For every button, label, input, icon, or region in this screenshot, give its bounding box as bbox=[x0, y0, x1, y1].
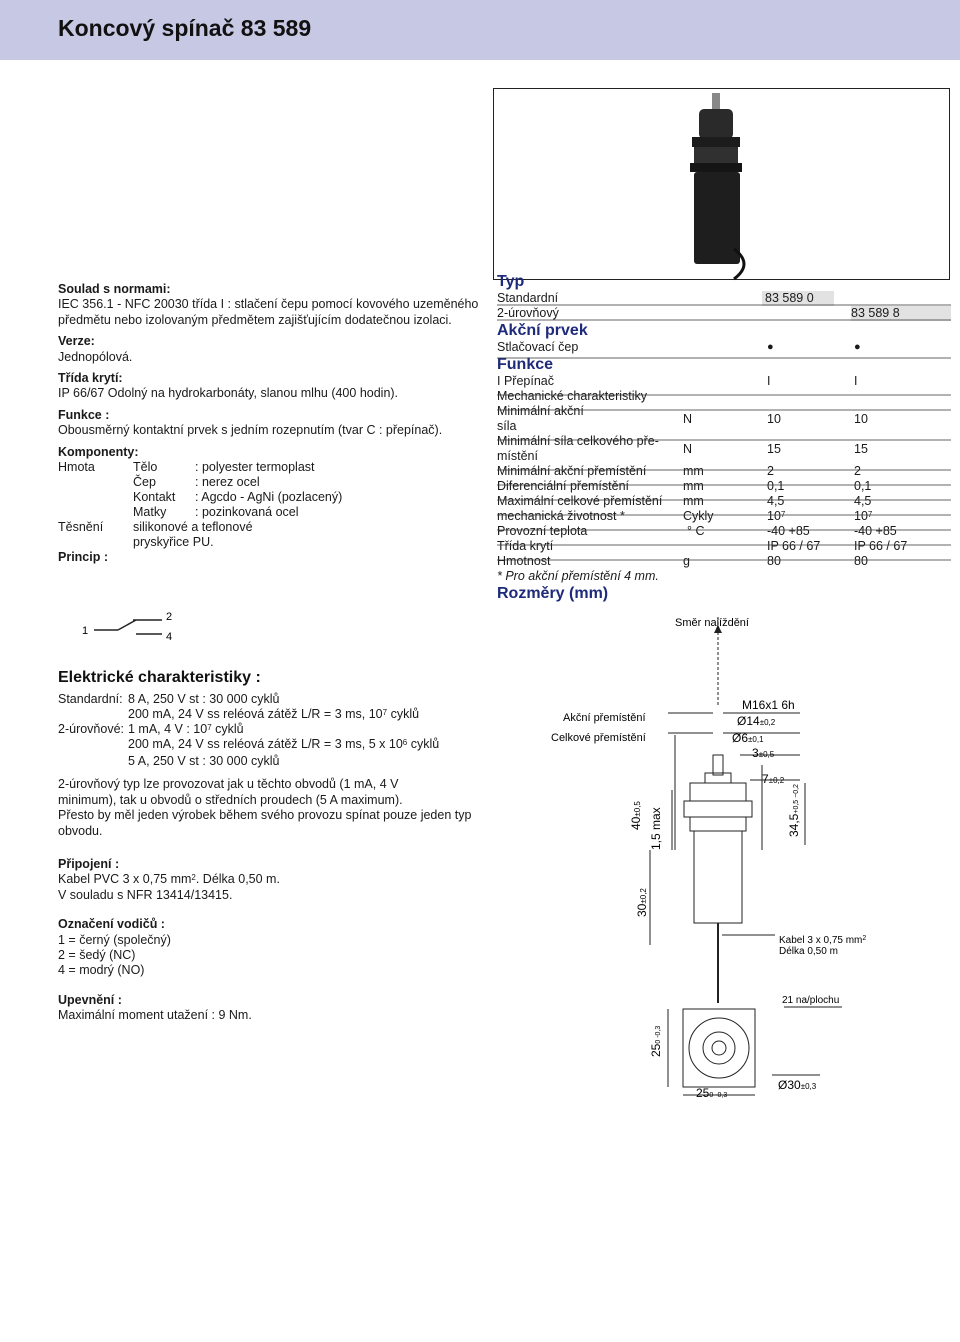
princip-heading: Princip : bbox=[58, 550, 109, 565]
row-label: Minimální akční přemístění bbox=[497, 464, 647, 478]
typ-heading: Typ bbox=[497, 273, 525, 290]
switch-schematic bbox=[78, 608, 188, 648]
soulad-text-2: předmětu nebo izolovaným předmětem zajišťujícím dodatečnou izolaci. bbox=[58, 312, 452, 327]
row-value: 10 bbox=[854, 509, 868, 523]
trida-text: IP 66/67 Odolný na hydrokarbonáty, slanou mlhu (400 hodin). bbox=[58, 386, 399, 401]
d6-label: Ø6±0,1 bbox=[732, 731, 764, 745]
kontakt-value: : Agcdo - AgNi (pozlacený) bbox=[195, 490, 343, 505]
rozmery-heading: Rozměry (mm) bbox=[497, 585, 609, 602]
pripojeni-text-2: V souladu s NFR 13414/13415. bbox=[58, 887, 233, 902]
mech-heading: Mechanické charakteristiky bbox=[497, 389, 648, 403]
dot-icon: ● bbox=[854, 341, 861, 353]
na-plochu-label: 21 na/plochu bbox=[782, 995, 840, 1006]
pripojeni-cable: Kabel PVC 3 x 0,75 mm bbox=[58, 872, 192, 887]
row-exp: 7 bbox=[780, 510, 786, 519]
soulad-heading: Soulad s normami: bbox=[58, 282, 171, 296]
d3-label: 3±0,5 bbox=[752, 746, 775, 760]
d7-label: 7±0,2 bbox=[762, 772, 785, 786]
funkce-section-heading: Funkce bbox=[497, 356, 554, 373]
product-photo-frame bbox=[493, 88, 950, 280]
pin-2-label: 2 bbox=[166, 611, 173, 623]
row-label: Diferenciální přemístění bbox=[497, 479, 630, 493]
m16-label: M16x1 6h bbox=[742, 698, 795, 712]
kontakt-label: Kontakt bbox=[133, 490, 176, 505]
verze-text: Jednopólová. bbox=[58, 349, 133, 364]
row-value: 80 bbox=[854, 554, 868, 568]
dimension-drawing bbox=[500, 605, 950, 1105]
telo-value: : polyester termoplast bbox=[195, 460, 315, 475]
row-label: Třída krytí bbox=[497, 539, 554, 553]
tesneni-value-1: silikonové a teflonové bbox=[133, 520, 253, 535]
smer-label: Směr najíždění bbox=[675, 617, 749, 629]
product-photo bbox=[494, 89, 951, 281]
verze-heading: Verze: bbox=[58, 334, 95, 349]
row-label: 2-úrovňový bbox=[497, 306, 559, 320]
telo-label: Tělo bbox=[133, 460, 158, 475]
row-label: místění bbox=[497, 449, 538, 463]
elec-title: Elektrické charakteristiky : bbox=[58, 669, 261, 686]
two-level-value-2-exp: 6 bbox=[402, 738, 408, 747]
oznaceni-3: 4 = modrý (NO) bbox=[58, 963, 145, 978]
oznaceni-1: 1 = černý (společný) bbox=[58, 932, 171, 947]
row-label: Minimální akční bbox=[497, 404, 584, 418]
row-value: -40 +85 bbox=[854, 524, 897, 538]
two-level-label: 2-úrovňové: bbox=[58, 722, 125, 736]
pripojeni-heading: Připojení : bbox=[58, 857, 120, 872]
standard-value-1: 8 A, 250 V st : 30 000 cyklů bbox=[128, 692, 280, 706]
upevneni-text: Maximální moment utažení : 9 Nm. bbox=[58, 1008, 252, 1023]
row-label: Standardní bbox=[497, 291, 559, 305]
row-label: Minimální síla celkového pře- bbox=[497, 434, 659, 448]
table-note: * Pro akční přemístění 4 mm. bbox=[497, 569, 659, 583]
row-unit: N bbox=[683, 442, 693, 456]
standard-value-2: 200 mA, 24 V ss reléová zátěž L/R = 3 ms, 10 bbox=[128, 707, 383, 721]
row-value: 15 bbox=[767, 442, 781, 456]
komponenty-list bbox=[58, 460, 488, 552]
row-label: Maximální celkové přemístění bbox=[497, 494, 663, 508]
row-unit: Cykly bbox=[683, 509, 714, 523]
pin-4-label: 4 bbox=[166, 631, 173, 643]
akcni-label: Akční přemístění bbox=[563, 712, 646, 724]
d15-label: 1,5 max bbox=[649, 807, 663, 850]
table-rules bbox=[497, 290, 951, 580]
upevneni-heading: Upevnění : bbox=[58, 992, 122, 1007]
standard-label: Standardní: bbox=[58, 692, 123, 706]
row-unit: N bbox=[683, 412, 693, 426]
row-value: 4,5 bbox=[854, 494, 872, 508]
row-unit: ° C bbox=[687, 524, 705, 538]
row-exp: 7 bbox=[867, 510, 873, 519]
pin-1-label: 1 bbox=[82, 625, 89, 637]
two-level-value-2: 200 mA, 24 V ss reléová zátěž L/R = 3 ms, 5 x 10 bbox=[128, 737, 403, 751]
akcni-heading: Akční prvek bbox=[497, 322, 588, 339]
row-label: Hmotnost bbox=[497, 554, 551, 568]
cep-value: : nerez ocel bbox=[195, 475, 260, 490]
d25h-label: 250 -0,3 bbox=[696, 1086, 728, 1100]
row-value: 83 589 8 bbox=[851, 306, 951, 321]
row-unit: mm bbox=[683, 464, 704, 478]
komponenty-heading: Komponenty: bbox=[58, 444, 139, 459]
matky-label: Matky bbox=[133, 505, 167, 520]
elec-paragraph-1: 2-úrovňový typ lze provozovat jak u těchto obvodů (1 mA, 4 V bbox=[58, 777, 399, 792]
elec-paragraph-3: Přesto by měl jeden výrobek během svého provozu spínat pouze jeden typ bbox=[58, 808, 472, 823]
row-value: I bbox=[854, 374, 858, 388]
dot-icon: ● bbox=[767, 341, 774, 353]
row-value: 83 589 0 bbox=[762, 291, 834, 306]
row-value: 10 bbox=[767, 412, 781, 426]
matky-value: : pozinkovaná ocel bbox=[195, 505, 299, 520]
two-level-value-1-suffix: cyklů bbox=[211, 722, 244, 736]
oznaceni-2: 2 = šedý (NC) bbox=[58, 948, 136, 963]
tesneni-label: Těsnění bbox=[58, 520, 104, 535]
hmota-label: Hmota bbox=[58, 460, 95, 475]
tesneni-value-2: pryskyřice PU. bbox=[133, 535, 214, 550]
electrical-section bbox=[58, 668, 498, 1024]
two-level-value-1-exp: 7 bbox=[207, 723, 212, 732]
row-unit: mm bbox=[683, 479, 704, 493]
page-header bbox=[0, 0, 960, 60]
standard-value-2-suffix: cyklů bbox=[387, 707, 420, 721]
cep-label: Čep bbox=[133, 475, 156, 490]
two-level-value-3: 5 A, 250 V st : 30 000 cyklů bbox=[128, 754, 280, 768]
elec-paragraph-4: obvodu. bbox=[58, 823, 103, 838]
row-value: -40 +85 bbox=[767, 524, 810, 538]
row-label: Provozní teplota bbox=[497, 524, 588, 538]
row-value: 80 bbox=[767, 554, 781, 568]
two-level-value-2-suffix: cyklů bbox=[407, 737, 440, 751]
trida-heading: Třída krytí: bbox=[58, 371, 123, 386]
row-value: IP 66 / 67 bbox=[767, 539, 821, 553]
pripojeni-length: . Délka 0,50 m. bbox=[195, 872, 280, 887]
row-label: mechanická životnost * bbox=[497, 509, 625, 523]
d14-label: Ø14±0,2 bbox=[737, 714, 776, 728]
row-label: Stlačovací čep bbox=[497, 340, 579, 354]
row-unit: mm bbox=[683, 494, 704, 508]
row-value: 15 bbox=[854, 442, 868, 456]
row-value: IP 66 / 67 bbox=[854, 539, 908, 553]
pripojeni-cable-exp: 2 bbox=[191, 873, 196, 883]
kabel-label-2: Délka 0,50 m bbox=[779, 946, 838, 957]
row-value: 0,1 bbox=[767, 479, 785, 493]
row-value: 4,5 bbox=[767, 494, 785, 508]
elec-ratings bbox=[58, 692, 498, 754]
row-value: 0,1 bbox=[854, 479, 872, 493]
pripojeni-text-1 bbox=[58, 872, 498, 887]
funkce-text: Obousměrný kontaktní prvek s jedním rozepnutím (tvar C : přepínač). bbox=[58, 423, 443, 438]
celkove-label: Celkové přemístění bbox=[551, 732, 646, 744]
oznaceni-heading: Označení vodičů : bbox=[58, 917, 165, 932]
specs-left bbox=[58, 282, 488, 565]
kabel-label-1: Kabel 3 x 0,75 $mm^2$ bbox=[779, 935, 867, 946]
row-value: 2 bbox=[854, 464, 861, 478]
d30-label: 30±0,2 bbox=[635, 888, 649, 917]
funkce-heading: Funkce : bbox=[58, 407, 110, 422]
elec-paragraph-2: minimum), tak u obvodů o středních proudech (5 A maximum). bbox=[58, 792, 403, 807]
row-value: 2 bbox=[767, 464, 774, 478]
page-title: Koncový spínač 83 589 bbox=[58, 15, 312, 41]
row-value: 10 bbox=[767, 509, 781, 523]
d30b-label: Ø30±0,3 bbox=[778, 1078, 817, 1092]
soulad-text-1: IEC 356.1 - NFC 20030 třída I : stlačení čepu pomocí kovového uzeměného bbox=[58, 297, 479, 312]
d345-label: 34,5+0,5 −0,2 bbox=[787, 784, 801, 837]
standard-value-2-exp: 7 bbox=[382, 708, 388, 717]
row-value: I bbox=[767, 374, 771, 388]
row-label: I Přepínač bbox=[497, 374, 554, 388]
row-value: 10 bbox=[854, 412, 868, 426]
row-label: síla bbox=[497, 419, 517, 433]
two-level-value-1: 1 mA, 4 V : 10 bbox=[128, 722, 208, 736]
d25v-label: 250 -0,3 bbox=[649, 1025, 663, 1057]
row-unit: g bbox=[683, 554, 690, 568]
d40-label: 40±0,5 bbox=[629, 801, 643, 830]
